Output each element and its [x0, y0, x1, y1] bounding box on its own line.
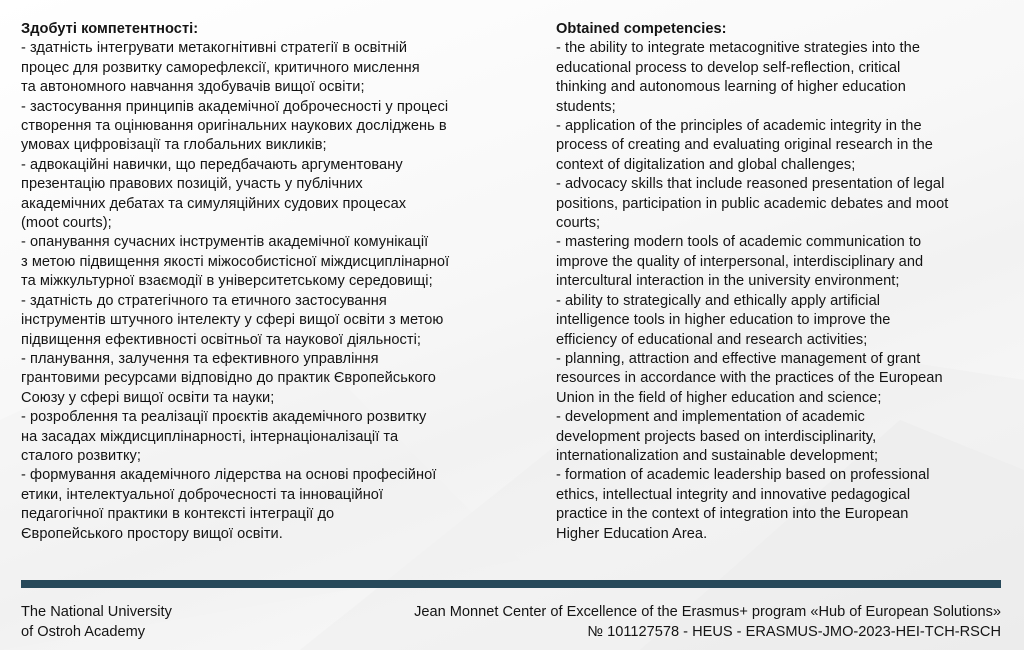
ukrainian-competency-line: - застосування принципів академічної доброчесності у процесі: [21, 98, 449, 115]
english-competencies-list: [556, 39, 1006, 544]
footer-divider: [21, 580, 1001, 588]
english-competency-line: thinking and autonomous learning of higher education: [556, 79, 906, 96]
english-competency-line: intelligence tools in higher education to improve the: [556, 312, 891, 329]
ukrainian-competency-line: умовах цифровізації та глобальних викликів;: [21, 137, 327, 154]
english-competency-line: process of creating and evaluating original research in the: [556, 137, 933, 154]
english-competency-line: internationalization and sustainable development;: [556, 447, 879, 464]
ukrainian-competency-line: на засадах міждисциплінарності, інтернаціоналізації та: [21, 428, 399, 445]
ukrainian-competency-line: з метою підвищення якості міжособистісної міждисциплінарної: [21, 253, 450, 270]
ukrainian-competency-line: підвищення ефективності освітньої та наукової діяльності;: [21, 331, 421, 348]
ukrainian-competency-line: (moot courts);: [21, 215, 112, 232]
english-competency-line: - development and implementation of academic: [556, 409, 865, 426]
english-competency-line: Union in the field of higher education and science;: [556, 389, 882, 406]
english-competency-line: courts;: [556, 215, 601, 232]
ukrainian-competency-line: Європейського простору вищої освіти.: [21, 525, 283, 542]
ukrainian-competency-line: - планування, залучення та ефективного управління: [21, 350, 379, 367]
ukrainian-competency-line: та автономного навчання здобувачів вищої освіти;: [21, 79, 365, 96]
ukrainian-competency-line: академічних дебатах та симуляційних судових процесах: [21, 195, 407, 212]
english-competency-line: development projects based on interdisciplinarity,: [556, 428, 877, 445]
ukrainian-competency-line: педагогічної практики в контексті інтеграції до: [21, 506, 335, 523]
english-competency-line: improve the quality of interpersonal, interdisciplinary and: [556, 253, 924, 270]
project-info: [414, 603, 1001, 642]
english-competency-line: - application of the principles of academic integrity in the: [556, 118, 922, 135]
university-name: [21, 603, 172, 642]
english-competency-line: positions, participation in public academic debates and moot: [556, 195, 949, 212]
english-competency-line: - formation of academic leadership based on professional: [556, 467, 930, 484]
english-competency-line: - the ability to integrate metacognitive strategies into the: [556, 40, 920, 57]
ukrainian-competency-line: - опанування сучасних інструментів академічної комунікації: [21, 234, 429, 251]
english-competency-line: practice in the context of integration into the European: [556, 506, 909, 523]
ukrainian-competencies-column: [21, 20, 521, 544]
ukrainian-competencies-title: Здобуті компетентності:: [21, 21, 199, 37]
english-competency-line: educational process to develop self-reflection, critical: [556, 59, 901, 76]
english-competency-line: intercultural interaction in the university environment;: [556, 273, 900, 290]
ukrainian-competency-line: презентацію правових позицій, участь у публічних: [21, 176, 363, 193]
english-competency-line: ethics, intellectual integrity and innovative pedagogical: [556, 486, 911, 503]
ukrainian-competency-line: грантовими ресурсами відповідно до практик Європейського: [21, 370, 436, 387]
english-competency-line: - advocacy skills that include reasoned presentation of legal: [556, 176, 945, 193]
ukrainian-competency-line: інструментів штучного інтелекту у сфері вищої освіти з метою: [21, 312, 444, 329]
english-competency-line: - ability to strategically and ethically apply artificial: [556, 292, 881, 309]
ukrainian-competency-line: - формування академічного лідерства на основі професійної: [21, 467, 437, 484]
university-name-line1: The National University: [21, 604, 172, 620]
ukrainian-competency-line: етики, інтелектуальної доброчесності та інноваційної: [21, 486, 384, 503]
english-competency-line: resources in accordance with the practices of the European: [556, 370, 943, 387]
ukrainian-competency-line: процес для розвитку саморефлексії, критичного мислення: [21, 59, 420, 76]
english-competencies-column: [556, 20, 1006, 544]
ukrainian-competency-line: - адвокаційні навички, що передбачають аргументовану: [21, 156, 403, 173]
english-competency-line: - mastering modern tools of academic communication to: [556, 234, 922, 251]
english-competency-line: students;: [556, 98, 616, 115]
ukrainian-competency-line: та міжкультурної взаємодії в університетському середовищі;: [21, 273, 433, 290]
university-name-line2: of Ostroh Academy: [21, 623, 146, 640]
ukrainian-competency-line: сталого розвитку;: [21, 447, 142, 464]
ukrainian-competency-line: - розроблення та реалізації проєктів академічного розвитку: [21, 409, 427, 426]
ukrainian-competency-line: - здатність до стратегічного та етичного застосування: [21, 292, 387, 309]
english-competency-line: efficiency of educational and research activities;: [556, 331, 868, 348]
ukrainian-competency-line: створення та оцінювання оригінальних наукових досліджень в: [21, 118, 447, 135]
ukrainian-competency-line: Союзу у сфері вищої освіти та науки;: [21, 389, 275, 406]
ukrainian-competency-line: - здатність інтегрувати метакогнітивні стратегії в освітній: [21, 40, 408, 57]
english-competency-line: context of digitalization and global challenges;: [556, 156, 856, 173]
english-competencies-title: Obtained competencies:: [556, 21, 727, 37]
ukrainian-competencies-list: [21, 39, 521, 544]
project-number: № 101127578 - HEUS - ERASMUS-JMO-2023-HEI-TCH-RSCH: [587, 623, 1001, 640]
english-competency-line: Higher Education Area.: [556, 525, 708, 542]
project-center-name: Jean Monnet Center of Excellence of the Erasmus+ program «Hub of European Solutions»: [414, 604, 1001, 620]
english-competency-line: - planning, attraction and effective management of grant: [556, 350, 921, 367]
